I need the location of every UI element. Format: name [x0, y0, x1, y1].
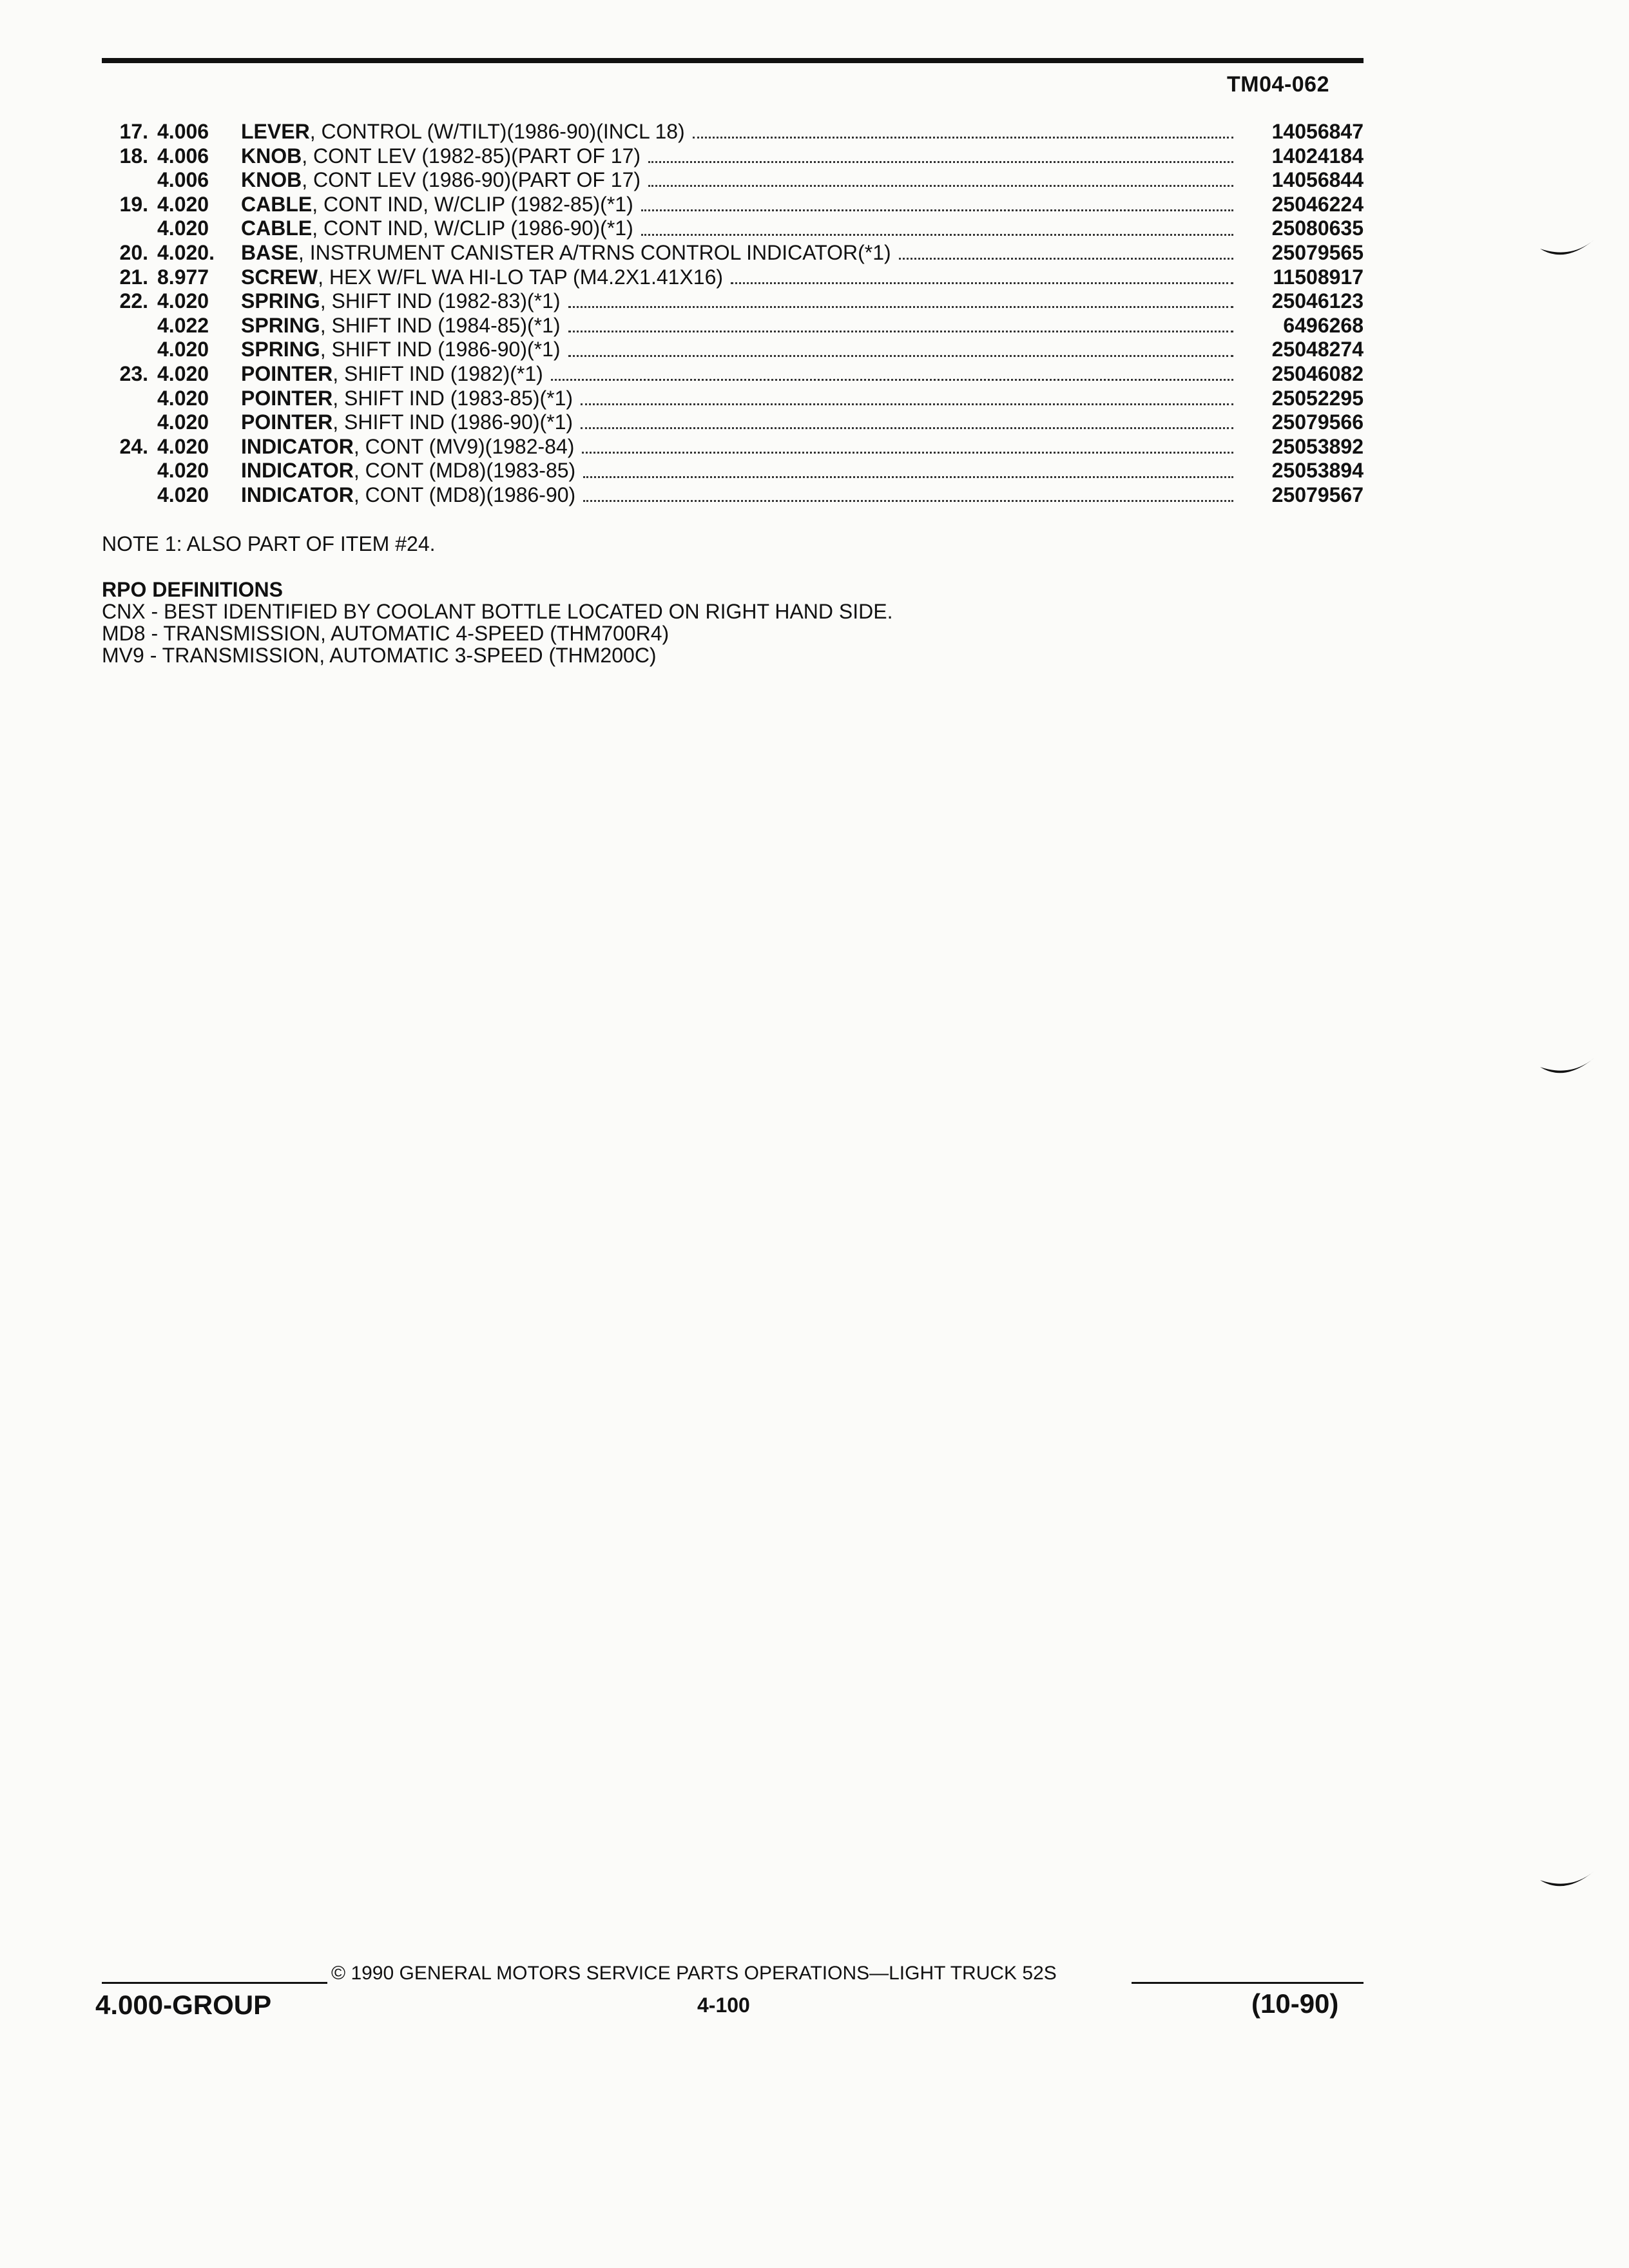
part-row [102, 120, 1364, 144]
item-ref: 20. [119, 240, 148, 264]
part-description [241, 435, 574, 459]
part-name: BASE [241, 240, 298, 264]
part-description [241, 241, 891, 265]
part-row [102, 241, 1364, 265]
part-description [241, 314, 561, 338]
item-ref: 22. [119, 289, 148, 313]
part-name: KNOB [241, 144, 302, 168]
item-ref: 23. [119, 361, 148, 385]
part-row [102, 387, 1364, 411]
group-number: 4.020 [157, 410, 209, 434]
part-name: SPRING [241, 313, 320, 337]
part-name: SPRING [241, 338, 320, 361]
part-name: POINTER [241, 361, 333, 385]
group-number: 4.020 [157, 483, 209, 506]
rpo-definitions [102, 579, 892, 666]
parts-list [102, 120, 1364, 508]
part-description [241, 144, 641, 169]
group-number: 4.020 [157, 459, 209, 483]
dot-leader [581, 427, 1233, 429]
part-name: LEVER [241, 120, 310, 143]
part-detail: , SHIFT IND (1986-90)(*1) [320, 338, 561, 361]
group-number: 4.020. [157, 240, 215, 264]
part-number: 25053892 [1271, 434, 1364, 458]
part-number: 25046224 [1271, 192, 1364, 216]
part-number: 25080635 [1271, 216, 1364, 240]
footer-copyright-line [102, 1963, 1364, 1988]
part-name: CABLE [241, 216, 313, 240]
rpo-line: MV9 - TRANSMISSION, AUTOMATIC 3-SPEED (THM200C) [102, 644, 657, 667]
part-detail: , HEX W/FL WA HI-LO TAP (M4.2X1.41X16) [318, 265, 724, 289]
part-description [241, 193, 633, 217]
item-ref: 24. [119, 434, 148, 458]
part-detail: , CONTROL (W/TILT)(1986-90)(INCL 18) [309, 120, 685, 143]
dot-leader [648, 185, 1233, 187]
part-number: 25079565 [1271, 240, 1364, 264]
group-number: 4.020 [157, 216, 209, 240]
part-description [241, 362, 543, 387]
group-number: 4.020 [157, 361, 209, 385]
part-description [241, 120, 685, 144]
part-description [241, 459, 575, 483]
rpo-line: MD8 - TRANSMISSION, AUTOMATIC 4-SPEED (THM700R4) [102, 622, 670, 645]
part-name: INDICATOR [241, 483, 354, 506]
part-number: 25079566 [1271, 410, 1364, 434]
part-row [102, 435, 1364, 459]
part-detail: , SHIFT IND (1986-90)(*1) [333, 410, 574, 434]
document-id: TM04-062 [1227, 72, 1329, 97]
group-number: 8.977 [157, 265, 209, 289]
group-number: 4.020 [157, 434, 209, 458]
group-number: 4.020 [157, 289, 209, 313]
part-row [102, 216, 1364, 241]
part-name: INDICATOR [241, 459, 354, 483]
binder-mark-icon [1539, 1862, 1597, 1901]
part-description [241, 289, 561, 314]
dot-leader [581, 403, 1233, 405]
footer-rule-left [102, 1982, 327, 1984]
binder-mark-icon [1539, 1049, 1597, 1088]
part-name: SPRING [241, 289, 320, 313]
dot-leader [641, 209, 1233, 211]
part-row [102, 265, 1364, 290]
part-number: 25079567 [1271, 483, 1364, 506]
part-detail: , SHIFT IND (1984-85)(*1) [320, 313, 561, 337]
part-description [241, 410, 573, 435]
part-number: 25046123 [1271, 289, 1364, 313]
part-number: 14024184 [1271, 144, 1364, 168]
rpo-title: RPO DEFINITIONS [102, 578, 283, 601]
page-number: 4-100 [697, 1994, 750, 2017]
part-number: 25052295 [1271, 386, 1364, 410]
note-1: NOTE 1: ALSO PART OF ITEM #24. [102, 532, 436, 555]
part-row [102, 338, 1364, 362]
dot-leader [568, 306, 1233, 308]
dot-leader [582, 452, 1233, 454]
part-description [241, 265, 723, 290]
part-number: 25048274 [1271, 338, 1364, 361]
part-number: 25053894 [1271, 459, 1364, 483]
part-detail: , CONT (MD8)(1983-85) [353, 459, 576, 483]
part-row [102, 289, 1364, 314]
dot-leader [899, 258, 1233, 260]
part-number: 6496268 [1283, 313, 1364, 337]
part-number: 14056847 [1271, 120, 1364, 143]
part-name: SCREW [241, 265, 318, 289]
dot-leader [583, 500, 1233, 502]
part-description [241, 216, 633, 241]
dot-leader [731, 282, 1233, 284]
top-rule [102, 58, 1364, 63]
group-number: 4.006 [157, 168, 209, 192]
part-number: 14056844 [1271, 168, 1364, 192]
part-description [241, 483, 575, 508]
dot-leader [568, 331, 1233, 332]
binder-mark-icon [1539, 231, 1597, 269]
group-number: 4.020 [157, 338, 209, 361]
part-number: 11508917 [1273, 265, 1364, 289]
dot-leader [641, 234, 1233, 236]
part-detail: , CONT LEV (1982-85)(PART OF 17) [302, 144, 641, 168]
part-detail: , CONT IND, W/CLIP (1982-85)(*1) [312, 192, 633, 216]
part-description [241, 387, 573, 411]
group-number: 4.020 [157, 192, 209, 216]
part-number: 25046082 [1271, 361, 1364, 385]
dot-leader [583, 476, 1233, 478]
copyright: © 1990 GENERAL MOTORS SERVICE PARTS OPERATIONS—LIGHT TRUCK 52S [331, 1963, 1057, 1984]
part-row [102, 362, 1364, 387]
group-number: 4.006 [157, 120, 209, 143]
part-row [102, 144, 1364, 169]
group-number: 4.020 [157, 386, 209, 410]
item-ref: 21. [119, 265, 148, 289]
part-detail: , SHIFT IND (1982-83)(*1) [320, 289, 561, 313]
part-name: POINTER [241, 410, 333, 434]
footer-group: 4.000-GROUP [95, 1990, 272, 2020]
part-row [102, 459, 1364, 483]
part-detail: , INSTRUMENT CANISTER A/TRNS CONTROL INDICATOR(*1) [298, 240, 891, 264]
dot-leader [568, 355, 1233, 357]
item-ref: 18. [119, 144, 148, 168]
part-name: INDICATOR [241, 434, 354, 458]
group-number: 4.022 [157, 313, 209, 337]
part-name: CABLE [241, 192, 313, 216]
footer-rule-right [1132, 1982, 1364, 1984]
part-row [102, 314, 1364, 338]
part-row [102, 410, 1364, 435]
part-name: POINTER [241, 386, 333, 410]
part-row [102, 193, 1364, 217]
part-detail: , CONT LEV (1986-90)(PART OF 17) [302, 168, 641, 192]
part-detail: , CONT IND, W/CLIP (1986-90)(*1) [312, 216, 633, 240]
part-detail: , CONT (MV9)(1982-84) [353, 434, 575, 458]
rpo-line: CNX - BEST IDENTIFIED BY COOLANT BOTTLE LOCATED ON RIGHT HAND SIDE. [102, 600, 893, 623]
part-row [102, 483, 1364, 508]
part-row [102, 168, 1364, 193]
dot-leader [648, 161, 1233, 163]
part-detail: , CONT (MD8)(1986-90) [353, 483, 576, 506]
part-description [241, 338, 561, 362]
part-name: KNOB [241, 168, 302, 192]
part-description [241, 168, 641, 193]
dot-leader [693, 137, 1233, 139]
part-detail: , SHIFT IND (1983-85)(*1) [333, 386, 574, 410]
part-detail: , SHIFT IND (1982)(*1) [333, 361, 543, 385]
item-ref: 17. [119, 120, 148, 143]
revision-date: (10-90) [1251, 1988, 1339, 2019]
group-number: 4.006 [157, 144, 209, 168]
dot-leader [551, 379, 1233, 381]
item-ref: 19. [119, 192, 148, 216]
